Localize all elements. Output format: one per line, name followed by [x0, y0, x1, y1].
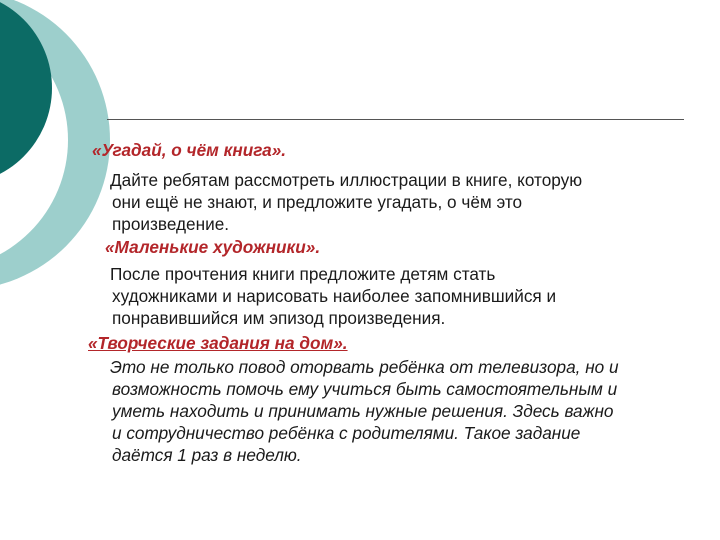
- section-body-line: уметь находить и принимать нужные решения. Здесь важно: [112, 401, 614, 421]
- section-heading-little-artists: «Маленькие художники».: [105, 237, 321, 257]
- section-body-line: они ещё не знают, и предложите угадать, о чём это: [112, 192, 523, 212]
- section-body-line: возможность помочь ему учиться быть самостоятельным и: [112, 379, 618, 399]
- header-divider: [107, 119, 684, 120]
- section-body-line: даётся 1 раз в неделю.: [112, 445, 302, 465]
- section-body-line: Дайте ребятам рассмотреть иллюстрации в книге, которую: [110, 170, 583, 190]
- section-body-line: произведение.: [112, 214, 230, 234]
- section-body-line: После прочтения книги предложите детям стать: [110, 264, 496, 284]
- section-body-line: понравившийся им эпизод произведения.: [112, 308, 446, 328]
- section-body-line: Это не только повод оторвать ребёнка от телевизора, но и: [110, 357, 619, 377]
- section-heading-guess-book: «Угадай, о чём книга».: [92, 140, 287, 160]
- section-heading-homework: «Творческие задания на дом».: [88, 333, 348, 353]
- section-body-line: художниками и нарисовать наиболее запомнившийся и: [112, 286, 557, 306]
- section-body-line: и сотрудничество ребёнка с родителями. Такое задание: [112, 423, 581, 443]
